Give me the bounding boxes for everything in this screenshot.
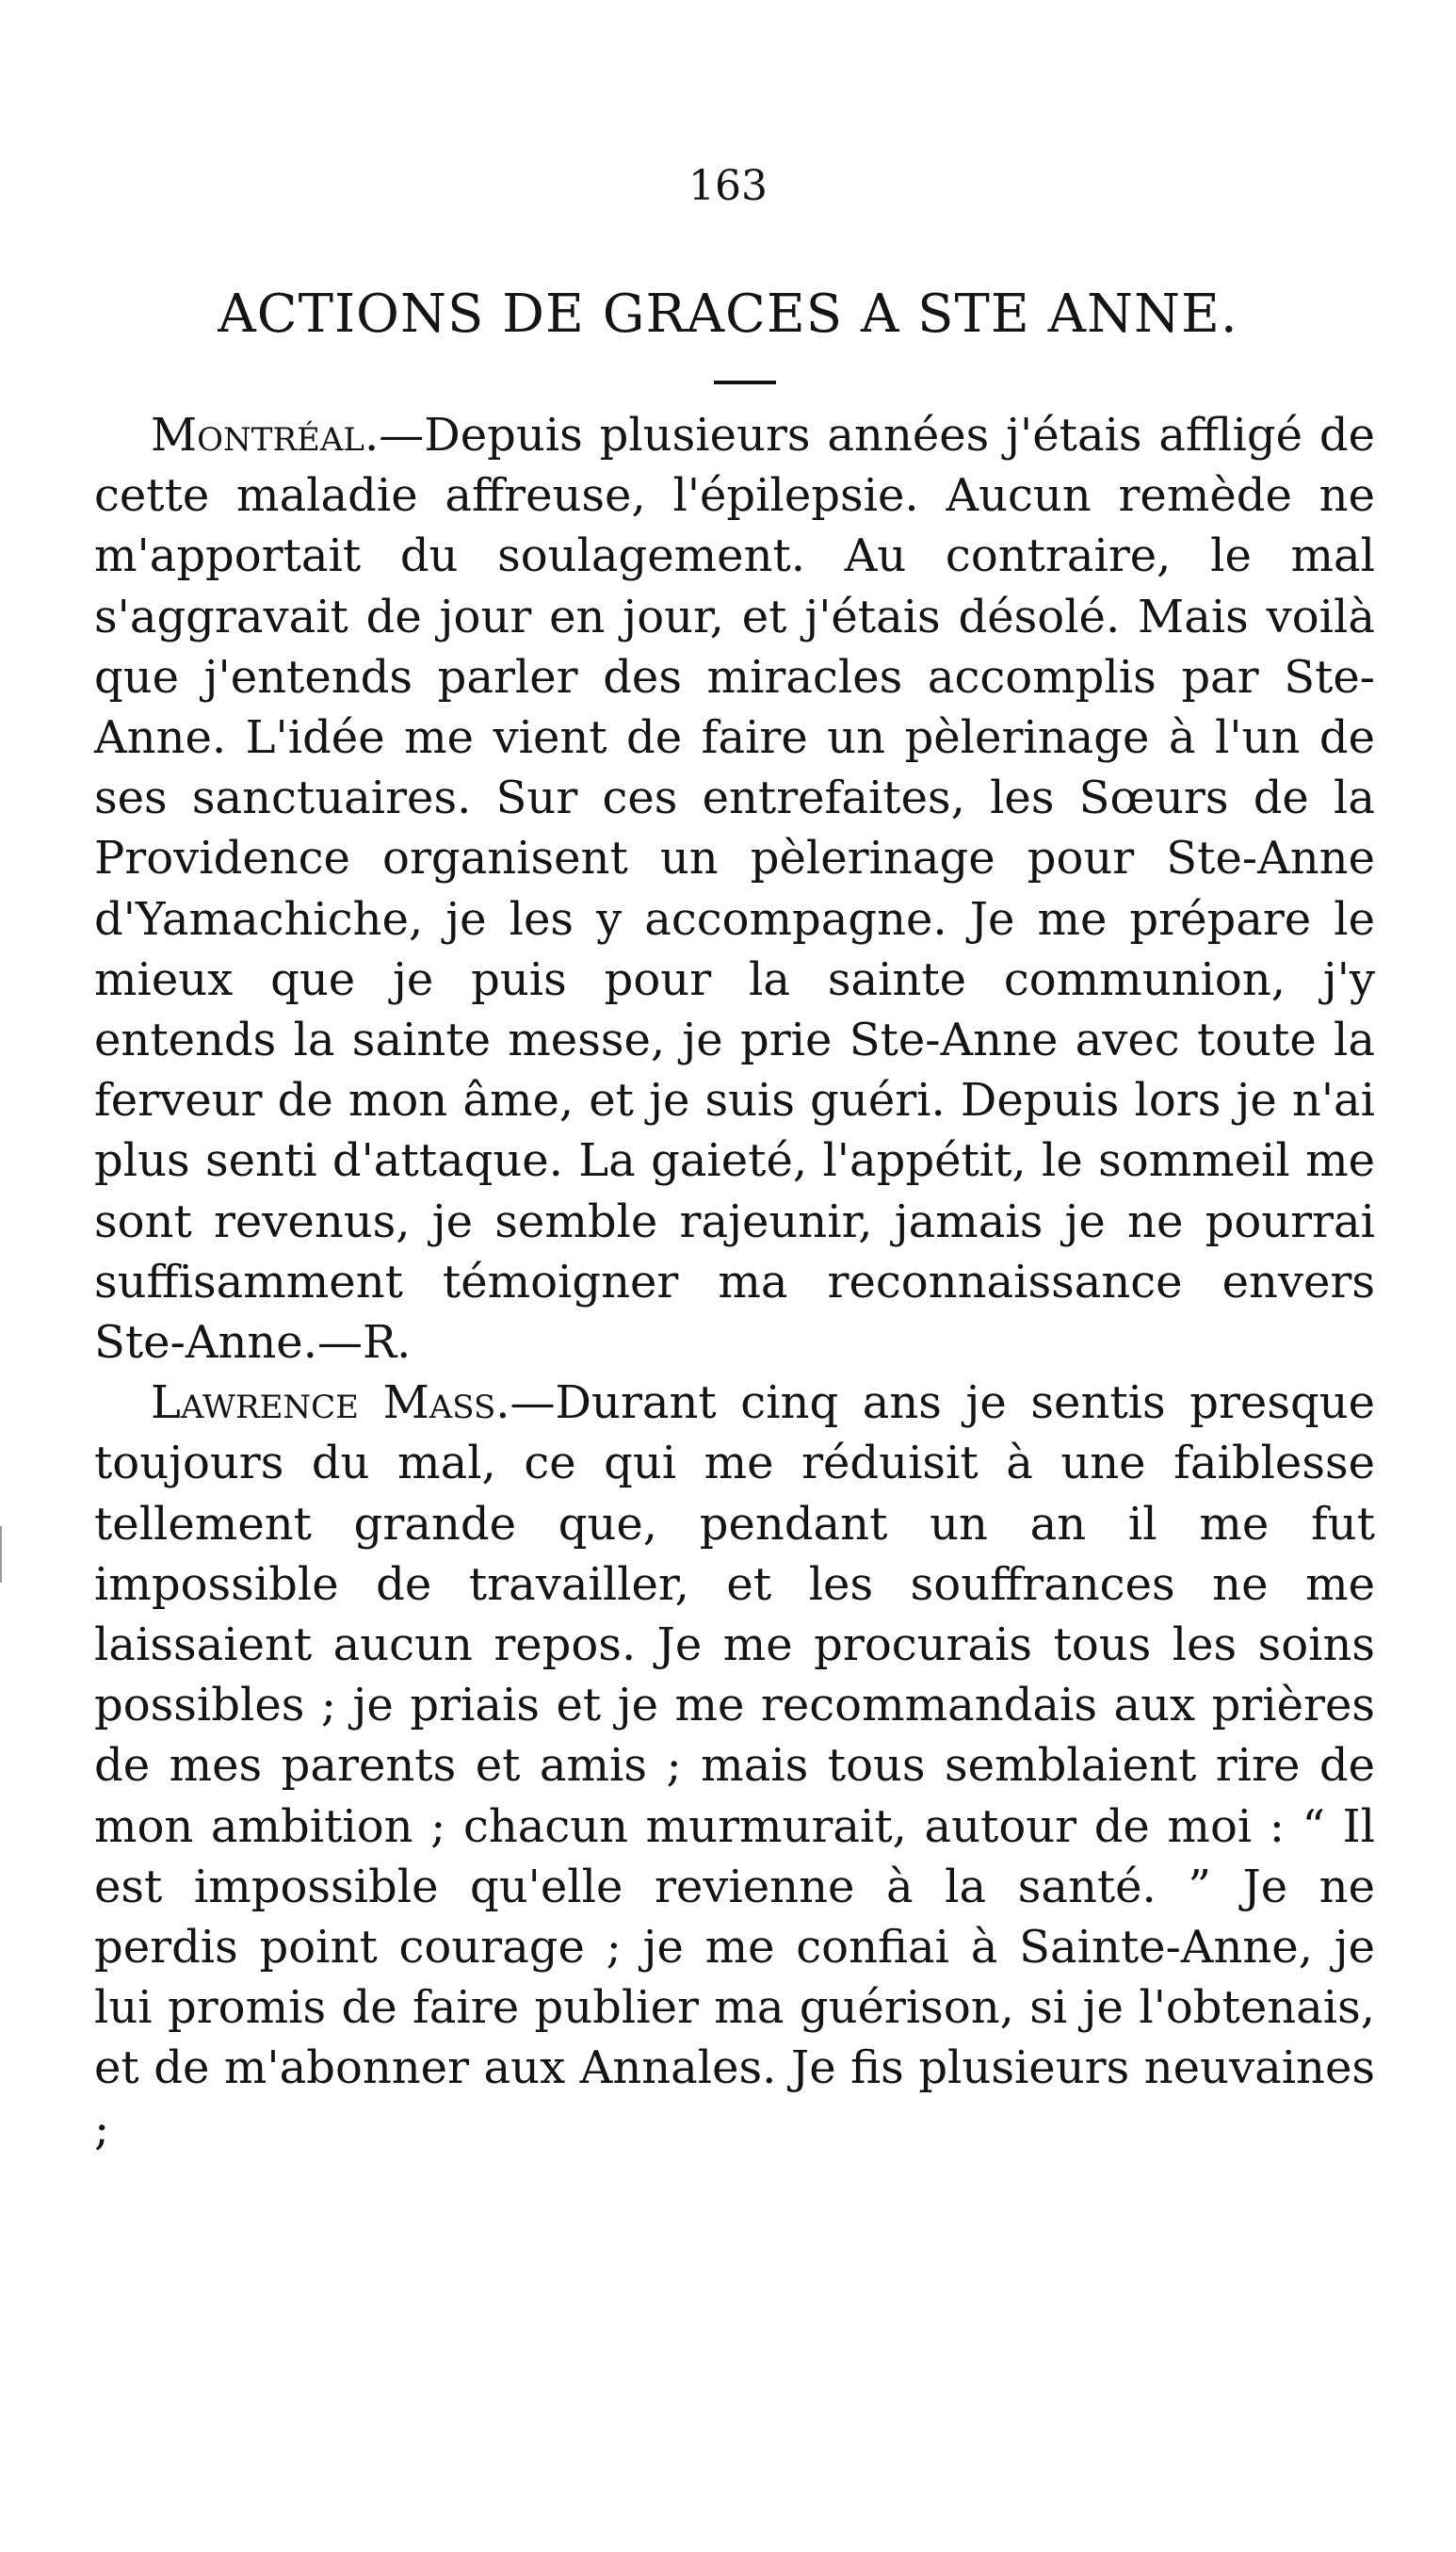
scan-margin-mark <box>0 1526 2 1583</box>
page-title: ACTIONS DE GRACES A STE ANNE. <box>218 284 1238 345</box>
testimony-text: —Depuis plusieurs années j'étais affligé de cette maladie affreuse, l'épilepsie. Aucun remède ne m'apportait du soulagement. Au contraire, le mal s'aggravait de jour en jour, et j'étais désolé. Mais voilà que j'entends parler des miracles accomplis par Ste-Anne. L'idée me vient de faire un pèlerinage à l'un de ses sanctuaires. Sur ces entrefaites, les Sœurs de la Providence organisent un pèlerinage pour Ste-Anne d'Yamachiche, je les y accompagne. Je me prépare le mieux que je puis pour la sainte communion, j'y entends la sainte messe, je prie Ste-Anne avec toute la ferveur de mon âme, et je suis guéri. Depuis lors je n'ai plus senti d'attaque. La gaieté, l'appétit, le sommeil me sont revenus, je semble rajeunir, jamais je ne pourrai suffisamment témoigner ma reconnaissance envers Ste-Anne.—R. <box>94 409 1375 1370</box>
page-number: 163 <box>688 162 768 210</box>
testimony-montreal <box>94 405 1375 1373</box>
title-divider <box>714 381 776 384</box>
place-heading: Montréal. <box>151 409 380 462</box>
testimony-lawrence <box>94 1373 1375 2159</box>
place-heading: Lawrence Mass. <box>151 1376 510 1430</box>
testimony-text: —Durant cinq ans je sentis presque toujours du mal, ce qui me réduisit à une faiblesse tellement grande que, pendant un an il me fut impossible de travailler, et les souffrances ne me laissaient aucun repos. Je me procurais tous les soins possibles ; je priais et je me recommandais aux prières de mes parents et amis ; mais tous semblaient rire de mon ambition ; chacun murmurait, autour de moi : “ Il est impossible qu'elle revienne à la santé. ” Je ne perdis point courage ; je me confiai à Sainte-Anne, je lui promis de faire publier ma guérison, si je l'obtenais, et de m'abonner aux Annales. Je fis plusieurs neuvaines ; <box>94 1376 1375 2155</box>
article-body <box>94 405 1375 2159</box>
